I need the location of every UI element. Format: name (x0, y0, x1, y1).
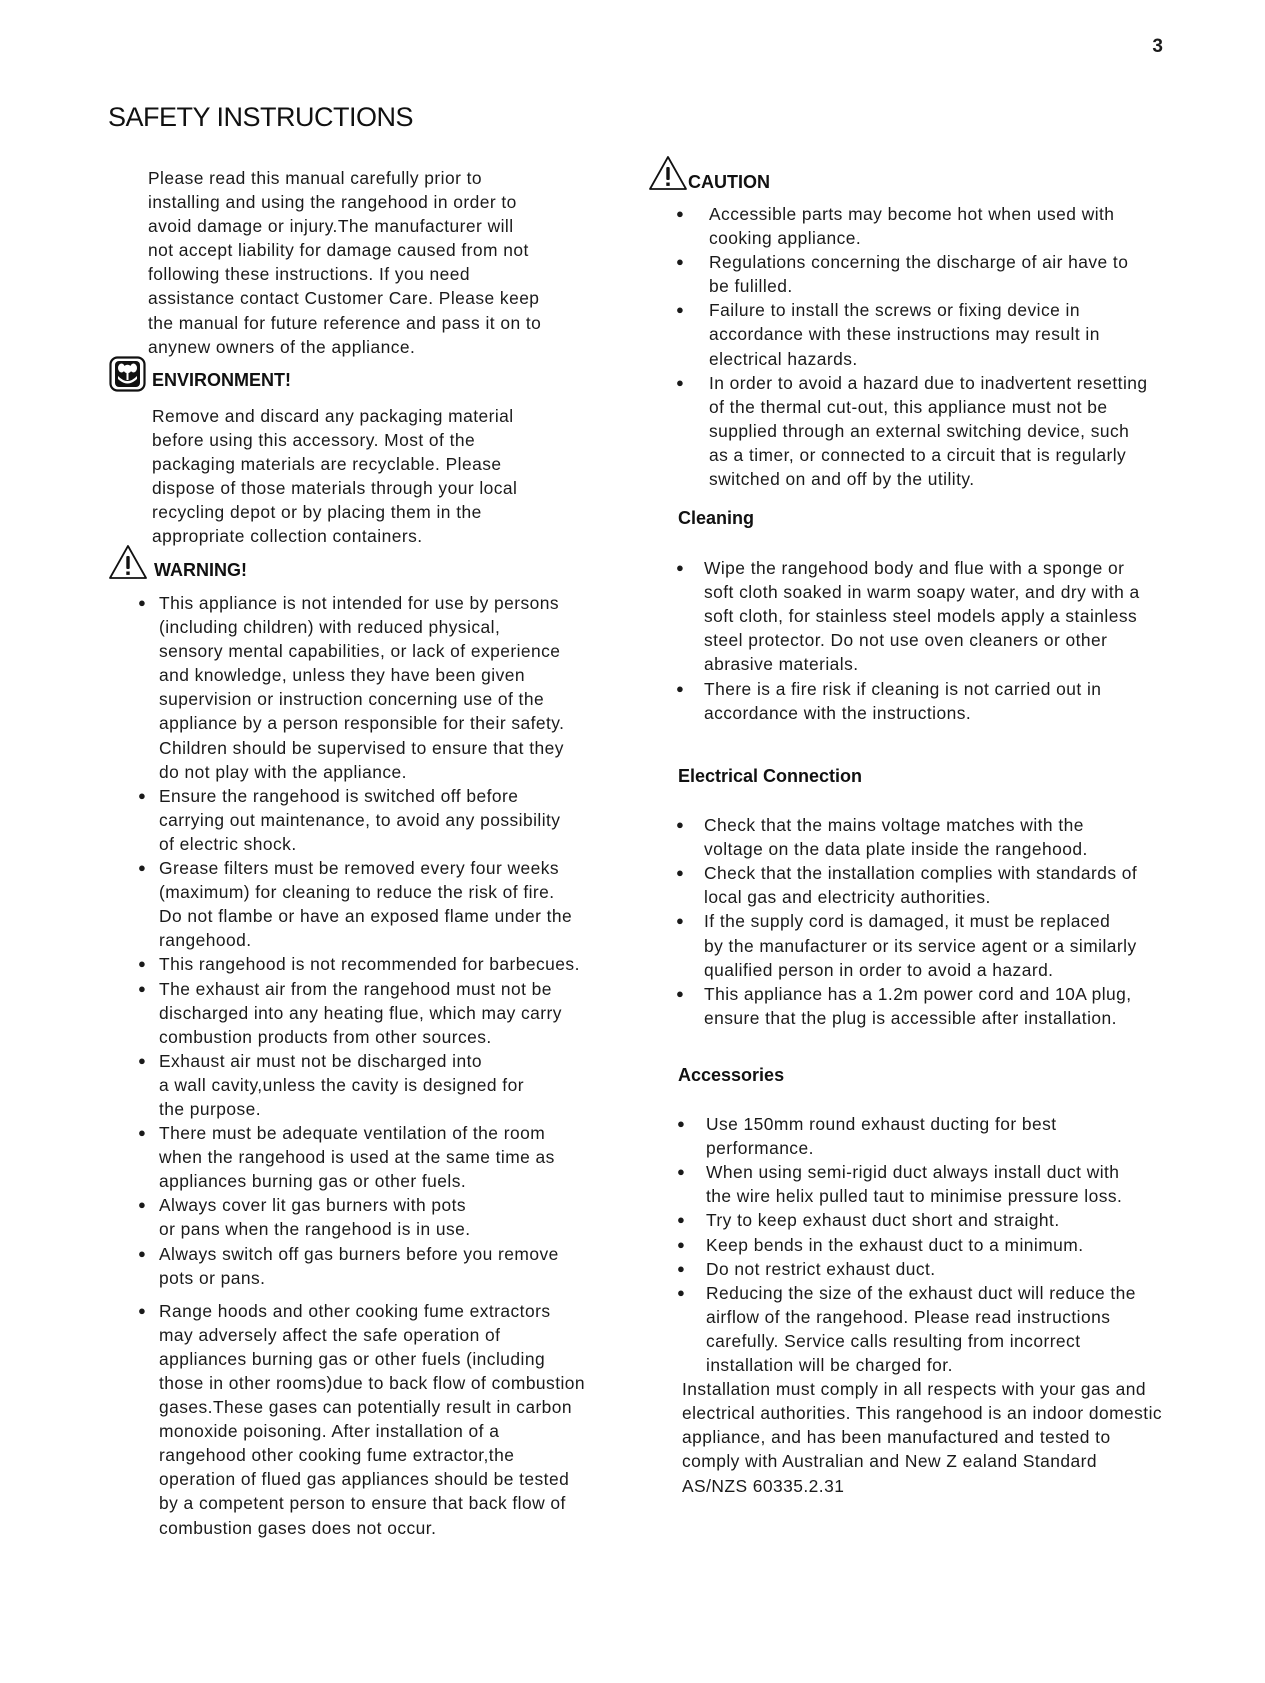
text-line: rangehood other cooking fume extractor,the (159, 1445, 515, 1466)
text-line: by a competent person to ensure that back flow of (159, 1493, 566, 1514)
caution-list (648, 202, 1148, 491)
text-line: Do not flambe or have an exposed flame under the (159, 906, 573, 927)
text-line: when the rangehood is used at the same time as (159, 1147, 555, 1168)
bullet-icon: ● (138, 787, 147, 803)
text-line: discharged into any heating flue, which may carry (159, 1002, 562, 1023)
text-line: abrasive materials. (704, 654, 859, 675)
text-line: This appliance is not intended for use by persons (159, 593, 560, 613)
text-line: combustion gases does not occur. (159, 1517, 437, 1538)
list-item-text (159, 784, 585, 856)
list-item (678, 1160, 1162, 1208)
text-line: assistance contact Customer Care. Please keep (148, 288, 540, 309)
list-item (108, 1193, 585, 1241)
bullet-icon: ● (138, 1197, 147, 1213)
text-line: installation will be charged for. (706, 1355, 953, 1376)
text-line: the wire helix pulled taut to minimise pressure loss. (706, 1186, 1123, 1207)
list-item-text (709, 298, 1148, 370)
bullet-icon: ● (138, 956, 147, 972)
list-item-text (159, 1193, 585, 1241)
list-item (678, 1112, 1162, 1160)
intro-paragraph (148, 166, 541, 359)
text-line: carefully. Service calls resulting from incorrect (706, 1330, 1081, 1351)
bullet-icon: ● (676, 254, 685, 270)
text-line: Installation must comply in all respects with your gas and (682, 1379, 1146, 1400)
text-line: Wipe the rangehood body and flue with a sponge or (704, 558, 1125, 579)
bullet-icon: ● (677, 1260, 686, 1276)
list-item-text (709, 371, 1148, 491)
warning-triangle-icon (108, 544, 148, 580)
accessories-section (678, 1063, 1162, 1498)
bullet-icon: ● (138, 1302, 147, 1318)
text-line: appliances burning gas or other fuels (including (159, 1348, 546, 1369)
list-item-text (706, 1281, 1162, 1377)
text-line: Please read this manual carefully prior to (148, 168, 483, 188)
bullet-icon: ● (677, 1164, 686, 1180)
list-item (678, 982, 1137, 1030)
list-item (648, 298, 1148, 370)
text-line: This appliance has a 1.2m power cord and 10A plug, (704, 983, 1132, 1004)
list-item-text (704, 982, 1137, 1030)
text-line: performance. (706, 1138, 814, 1159)
warning-list (108, 591, 585, 1540)
text-line: electrical authorities. This rangehood is an indoor domestic (682, 1403, 1163, 1424)
bullet-icon: ● (138, 860, 147, 876)
text-line: those in other rooms)due to back flow of combustion (159, 1373, 586, 1393)
bullet-icon: ● (676, 206, 685, 221)
bullet-icon: ● (677, 1212, 686, 1228)
list-item (108, 1049, 585, 1121)
list-item (108, 1121, 585, 1193)
text-line: This rangehood is not recommended for barbecues. (159, 954, 580, 975)
text-line: following these instructions. If you need (148, 264, 470, 285)
text-line: the purpose. (159, 1098, 262, 1119)
text-line: Check that the installation complies with standards of (704, 863, 1138, 884)
list-item (648, 250, 1148, 298)
list-item (108, 977, 585, 1049)
list-item-text (704, 556, 1140, 676)
text-line: not accept liability for damage caused from not (148, 240, 529, 261)
cleaning-heading: Cleaning (678, 508, 755, 528)
list-item (648, 202, 1148, 250)
text-line: local gas and electricity authorities. (704, 887, 991, 908)
list-item-text (159, 856, 585, 952)
electrical-section (678, 764, 1137, 1030)
text-line: dispose of those materials through your local (152, 478, 518, 499)
text-line: recycling depot or by placing them in the (152, 502, 482, 523)
text-line: Children should be supervised to ensure that they (159, 737, 564, 758)
text-line: do not play with the appliance. (159, 761, 407, 782)
list-item (648, 371, 1148, 491)
text-line: switched on and off by the utility. (709, 469, 975, 490)
cleaning-section (678, 506, 1140, 725)
list-item-text (704, 861, 1137, 909)
bullet-icon: ● (676, 985, 685, 1001)
bullet-icon: ● (138, 1125, 147, 1141)
environment-section (109, 362, 517, 549)
bullet-icon: ● (676, 374, 685, 390)
bullet-icon: ● (676, 680, 685, 696)
list-item (678, 861, 1137, 909)
list-item-text (159, 977, 585, 1049)
text-line: Failure to install the screws or fixing device in (709, 300, 1080, 321)
list-item-text (704, 909, 1137, 981)
list-item-text (706, 1160, 1162, 1208)
installation-paragraph (682, 1377, 1162, 1497)
text-line: Check that the mains voltage matches with the (704, 815, 1084, 836)
text-line: If the supply cord is damaged, it must be replaced (704, 911, 1111, 932)
text-line: supervision or instruction concerning use of the (159, 689, 545, 710)
list-item-text (706, 1112, 1162, 1160)
page-title: SAFETY INSTRUCTIONS (108, 102, 414, 132)
bullet-icon: ● (677, 1236, 686, 1252)
bullet-icon: ● (676, 560, 685, 576)
text-line: airflow of the rangehood. Please read instructions (706, 1306, 1111, 1327)
text-line: steel protector. Do not use oven cleaners or other (704, 630, 1108, 651)
warning-heading: WARNING! (154, 559, 247, 580)
list-item-text (159, 1049, 585, 1121)
text-line: the manual for future reference and pass it on to (148, 312, 542, 333)
text-line: carrying out maintenance, to avoid any possibility (159, 809, 561, 830)
bullet-icon: ● (676, 817, 685, 833)
list-item (678, 1233, 1162, 1257)
list-item-text (706, 1233, 1162, 1257)
text-line: accordance with these instructions may result in (709, 324, 1100, 345)
text-line: or pans when the rangehood is in use. (159, 1219, 471, 1240)
caution-heading: CAUTION (688, 171, 770, 192)
list-item-text (159, 1299, 585, 1540)
text-line: Remove and discard any packaging material (152, 406, 514, 426)
text-line: Always cover lit gas burners with pots (159, 1195, 467, 1216)
text-line: accordance with the instructions. (704, 702, 972, 723)
text-line: supplied through an external switching device, such (709, 420, 1130, 441)
list-item (678, 909, 1137, 981)
text-line: operation of flued gas appliances should be tested (159, 1469, 570, 1490)
text-line: Always switch off gas burners before you remove (159, 1243, 559, 1264)
text-line: Use 150mm round exhaust ducting for best (706, 1114, 1057, 1135)
text-line: appliance by a person responsible for their safety. (159, 713, 565, 734)
text-line: installing and using the rangehood in order to (148, 192, 517, 213)
caution-heading-row (648, 164, 1148, 200)
text-line: appliances burning gas or other fuels. (159, 1171, 467, 1192)
list-item (108, 856, 585, 952)
electrical-list (678, 813, 1137, 1030)
text-line: and knowledge, unless they have been given (159, 665, 525, 686)
text-line: a wall cavity,unless the cavity is designed for (159, 1074, 524, 1095)
electrical-heading: Electrical Connection (678, 766, 863, 786)
text-line: pots or pans. (159, 1267, 266, 1288)
bullet-icon: ● (676, 865, 685, 881)
list-item (108, 952, 585, 976)
text-line: Reducing the size of the exhaust duct will reduce the (706, 1282, 1136, 1303)
text-line: gases.These gases can potentially result in carbon (159, 1397, 573, 1418)
text-line: of electric shock. (159, 833, 297, 854)
bullet-icon: ● (138, 595, 147, 610)
text-line: Try to keep exhaust duct short and straight. (706, 1210, 1060, 1231)
text-line: monoxide poisoning. After installation of a (159, 1421, 500, 1442)
warning-section (108, 552, 585, 1540)
text-line: Exhaust air must not be discharged into (159, 1050, 483, 1071)
list-item (108, 591, 585, 784)
list-item-text (709, 202, 1148, 250)
text-line: (including children) with reduced physical, (159, 617, 501, 638)
page-number: 3 (1152, 36, 1163, 57)
text-line: (maximum) for cleaning to reduce the risk of fire. (159, 882, 555, 903)
list-item (678, 813, 1137, 861)
text-line: Keep bends in the exhaust duct to a minimum. (706, 1234, 1084, 1255)
list-item (678, 556, 1140, 676)
text-line: When using semi-rigid duct always install duct with (706, 1162, 1120, 1183)
text-line: qualified person in order to avoid a hazard. (704, 959, 1054, 980)
text-line: Accessible parts may become hot when used with (709, 204, 1115, 224)
list-item-text (706, 1208, 1162, 1232)
accessories-heading: Accessories (678, 1065, 785, 1085)
eco-icon (109, 356, 146, 392)
text-line: as a timer, or connected to a circuit that is regularly (709, 444, 1127, 465)
list-item-text (159, 591, 585, 784)
list-item (678, 677, 1140, 725)
text-line: combustion products from other sources. (159, 1026, 492, 1047)
text-line: Do not restrict exhaust duct. (706, 1258, 936, 1279)
text-line: soft cloth soaked in warm soapy water, and dry with a (704, 582, 1140, 603)
bullet-icon: ● (138, 1245, 147, 1261)
text-line: There must be adequate ventilation of the room (159, 1123, 546, 1144)
bullet-icon: ● (677, 1284, 686, 1300)
caution-section (648, 164, 1148, 491)
bullet-icon: ● (676, 913, 685, 929)
bullet-icon: ● (677, 1116, 686, 1132)
text-line: cooking appliance. (709, 228, 862, 249)
text-line: anynew owners of the appliance. (148, 336, 416, 357)
text-line: AS/NZS 60335.2.31 (682, 1475, 845, 1496)
list-item (108, 1242, 585, 1290)
list-item-text (709, 250, 1148, 298)
text-line: sensory mental capabilities, or lack of experience (159, 641, 561, 662)
list-item (108, 784, 585, 856)
environment-heading-row (109, 362, 517, 398)
warning-heading-row (108, 552, 585, 588)
text-line: appropriate collection containers. (152, 526, 423, 547)
text-line: comply with Australian and New Z ealand Standard (682, 1451, 1098, 1472)
text-line: by the manufacturer or its service agent or a similarly (704, 935, 1137, 956)
warning-triangle-icon (648, 155, 688, 191)
list-item-text (159, 1242, 585, 1290)
list-item-text (704, 813, 1137, 861)
text-line: be fulilled. (709, 276, 793, 297)
text-line: packaging materials are recyclable. Please (152, 454, 502, 475)
environment-heading: ENVIRONMENT! (152, 369, 291, 390)
text-line: of the thermal cut-out, this appliance must not be (709, 396, 1108, 417)
text-line: Regulations concerning the discharge of air have to (709, 252, 1129, 273)
text-line: before using this accessory. Most of the (152, 430, 476, 451)
text-line: soft cloth, for stainless steel models apply a stainless (704, 606, 1138, 627)
text-line: In order to avoid a hazard due to inadvertent resetting (709, 372, 1148, 393)
list-item-text (159, 1121, 585, 1193)
bullet-icon: ● (138, 1052, 147, 1068)
list-item-text (706, 1257, 1162, 1281)
text-line: avoid damage or injury.The manufacturer will (148, 216, 514, 237)
text-line: may adversely affect the safe operation of (159, 1324, 501, 1345)
accessories-list (678, 1112, 1162, 1377)
text-line: Ensure the rangehood is switched off before (159, 785, 519, 806)
list-item-text (159, 952, 585, 976)
list-item-text (704, 677, 1140, 725)
text-line: rangehood. (159, 930, 252, 951)
bullet-icon: ● (138, 980, 147, 996)
text-line: Grease filters must be removed every four weeks (159, 858, 560, 879)
text-line: The exhaust air from the rangehood must not be (159, 978, 552, 999)
list-item (678, 1257, 1162, 1281)
text-line: There is a fire risk if cleaning is not carried out in (704, 678, 1102, 699)
cleaning-list (678, 556, 1140, 725)
list-item (678, 1208, 1162, 1232)
list-item (678, 1281, 1162, 1377)
bullet-icon: ● (676, 302, 685, 318)
list-item (108, 1299, 585, 1540)
text-line: electrical hazards. (709, 348, 858, 369)
text-line: voltage on the data plate inside the rangehood. (704, 839, 1088, 860)
environment-paragraph (152, 404, 517, 549)
text-line: ensure that the plug is accessible after installation. (704, 1007, 1117, 1028)
text-line: appliance, and has been manufactured and tested to (682, 1427, 1111, 1448)
text-line: Range hoods and other cooking fume extractors (159, 1300, 551, 1321)
